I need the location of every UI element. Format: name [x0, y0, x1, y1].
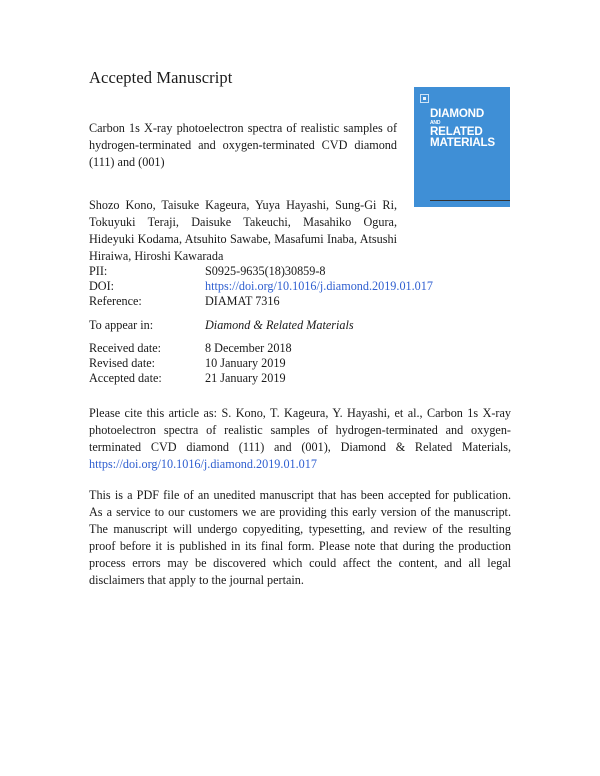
pii-label: PII:	[89, 264, 108, 278]
citation-paragraph	[89, 405, 511, 473]
appear-label: To appear in:	[89, 318, 154, 332]
cover-line-1: DIAMOND	[430, 107, 484, 120]
reference-value: DIAMAT 7316	[205, 294, 280, 308]
page-heading: Accepted Manuscript	[89, 68, 233, 87]
citation-doi-link[interactable]: https://doi.org/10.1016/j.diamond.2019.01.017	[89, 457, 317, 471]
reference-label: Reference:	[89, 294, 142, 308]
accepted-value: 21 January 2019	[205, 371, 286, 385]
citation-text: Please cite this article as: S. Kono, T. Kageura, Y. Hayashi, et al., Carbon 1s X-ray photoelectron spectra of realistic samples of hydrogen-terminated and oxygen-terminated CVD diamond (111) and (001), Diamond & Related Materials,	[89, 406, 511, 454]
pii-value: S0925-9635(18)30859-8	[205, 264, 326, 278]
revised-value: 10 January 2019	[205, 356, 286, 370]
accepted-label: Accepted date:	[89, 371, 162, 385]
manuscript-notice: This is a PDF file of an unedited manuscript that has been accepted for publication. As a service to our customers we are providing this early version of the manuscript. The manuscript will undergo copyediting, typesetting, and review of the resulting proof before it is published in its final form. Please note that during the production process errors may be discovered which could affect the content, and all legal disclaimers that apply to the journal pertain.	[89, 488, 511, 587]
revised-label: Revised date:	[89, 356, 155, 370]
publisher-logo-icon	[420, 94, 429, 103]
author-list: Shozo Kono, Taisuke Kageura, Yuya Hayashi, Sung-Gi Ri, Tokuyuki Teraji, Daisuke Takeuchi, Masahiko Ogura, Hideyuki Kodama, Atsuhito Sawabe, Masafumi Inaba, Atsushi Hiraiwa, Hiroshi Kawarada	[89, 198, 397, 263]
journal-cover-title	[430, 108, 495, 149]
cover-line-3: RELATED	[430, 124, 483, 138]
doi-link[interactable]: https://doi.org/10.1016/j.diamond.2019.01.017	[205, 279, 433, 293]
cover-line-2: AND	[430, 119, 441, 126]
article-title: Carbon 1s X-ray photoelectron spectra of realistic samples of hydrogen-terminated and oxygen-terminated CVD diamond (111) and (001)	[89, 121, 397, 169]
journal-name: Diamond & Related Materials	[205, 318, 354, 332]
cover-line-4: MATERIALS	[430, 136, 495, 150]
journal-cover	[414, 87, 510, 207]
cover-divider	[430, 200, 510, 201]
doi-label: DOI:	[89, 279, 115, 293]
received-label: Received date:	[89, 341, 162, 355]
received-value: 8 December 2018	[205, 341, 292, 355]
